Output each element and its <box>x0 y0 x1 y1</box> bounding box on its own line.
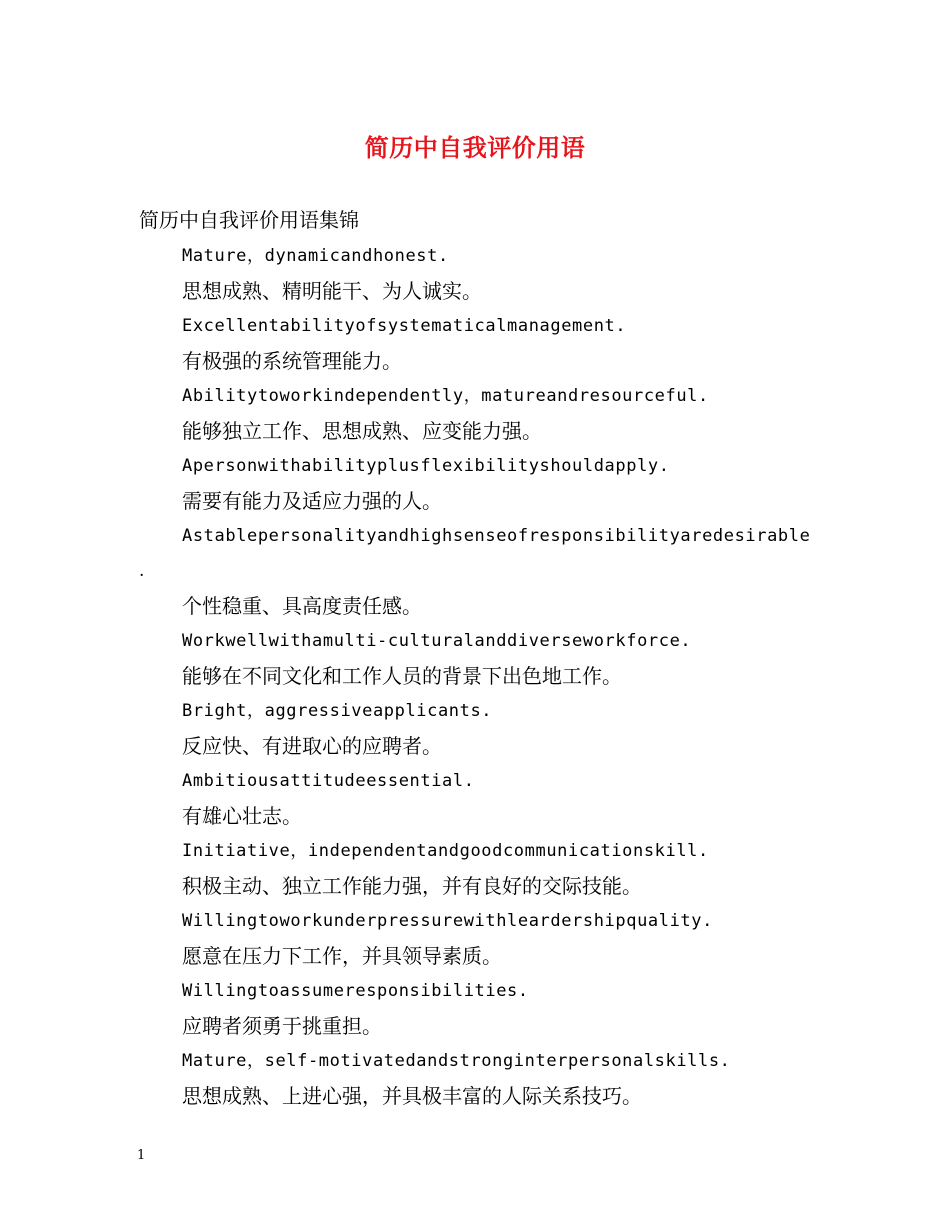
english-phrase: Willingtoworkunderpressurewithleardershipquality. <box>182 911 713 931</box>
line-wrap-continuation: . <box>139 561 145 581</box>
chinese-translation: 愿意在压力下工作，并具领导素质。 <box>182 944 502 968</box>
english-phrase: Bright，aggressiveapplicants. <box>182 701 493 721</box>
english-phrase: Workwellwithamulti-culturalanddiverseworkforce. <box>182 631 692 651</box>
page-number: 1 <box>137 1148 146 1163</box>
english-phrase: Willingtoassumeresponsibilities. <box>182 981 529 1001</box>
english-phrase: Initiative，independentandgoodcommunicationskill. <box>182 841 709 861</box>
english-phrase: Ambitiousattitudeessential. <box>182 771 475 791</box>
english-phrase: Mature，self-motivatedandstronginterpersonalskills. <box>182 1051 731 1071</box>
english-phrase: Abilitytoworkindependently，matureandresourceful. <box>182 386 709 406</box>
chinese-translation: 思想成熟、精明能干、为人诚实。 <box>182 279 482 303</box>
chinese-translation: 应聘者须勇于挑重担。 <box>182 1014 382 1038</box>
chinese-translation: 积极主动、独立工作能力强，并有良好的交际技能。 <box>182 874 642 898</box>
chinese-translation: 能够在不同文化和工作人员的背景下出色地工作。 <box>182 664 622 688</box>
chinese-translation: 能够独立工作、思想成熟、应变能力强。 <box>182 419 542 443</box>
chinese-translation: 需要有能力及适应力强的人。 <box>182 489 442 513</box>
section-heading: 简历中自我评价用语集锦 <box>139 208 359 232</box>
english-phrase: Mature，dynamicandhonest. <box>182 246 449 266</box>
english-phrase: Astablepersonalityandhighsenseofresponsibilityaredesirable <box>182 526 811 546</box>
chinese-translation: 有雄心壮志。 <box>182 804 302 828</box>
chinese-translation: 有极强的系统管理能力。 <box>182 349 402 373</box>
chinese-translation: 反应快、有进取心的应聘者。 <box>182 734 442 758</box>
english-phrase: Apersonwithabilityplusflexibilityshouldapply. <box>182 456 670 476</box>
chinese-translation: 个性稳重、具高度责任感。 <box>182 594 422 618</box>
page-title: 简历中自我评价用语 <box>364 133 586 162</box>
chinese-translation: 思想成熟、上进心强，并具极丰富的人际关系技巧。 <box>182 1084 642 1108</box>
english-phrase: Excellentabilityofsystematicalmanagement. <box>182 316 627 336</box>
